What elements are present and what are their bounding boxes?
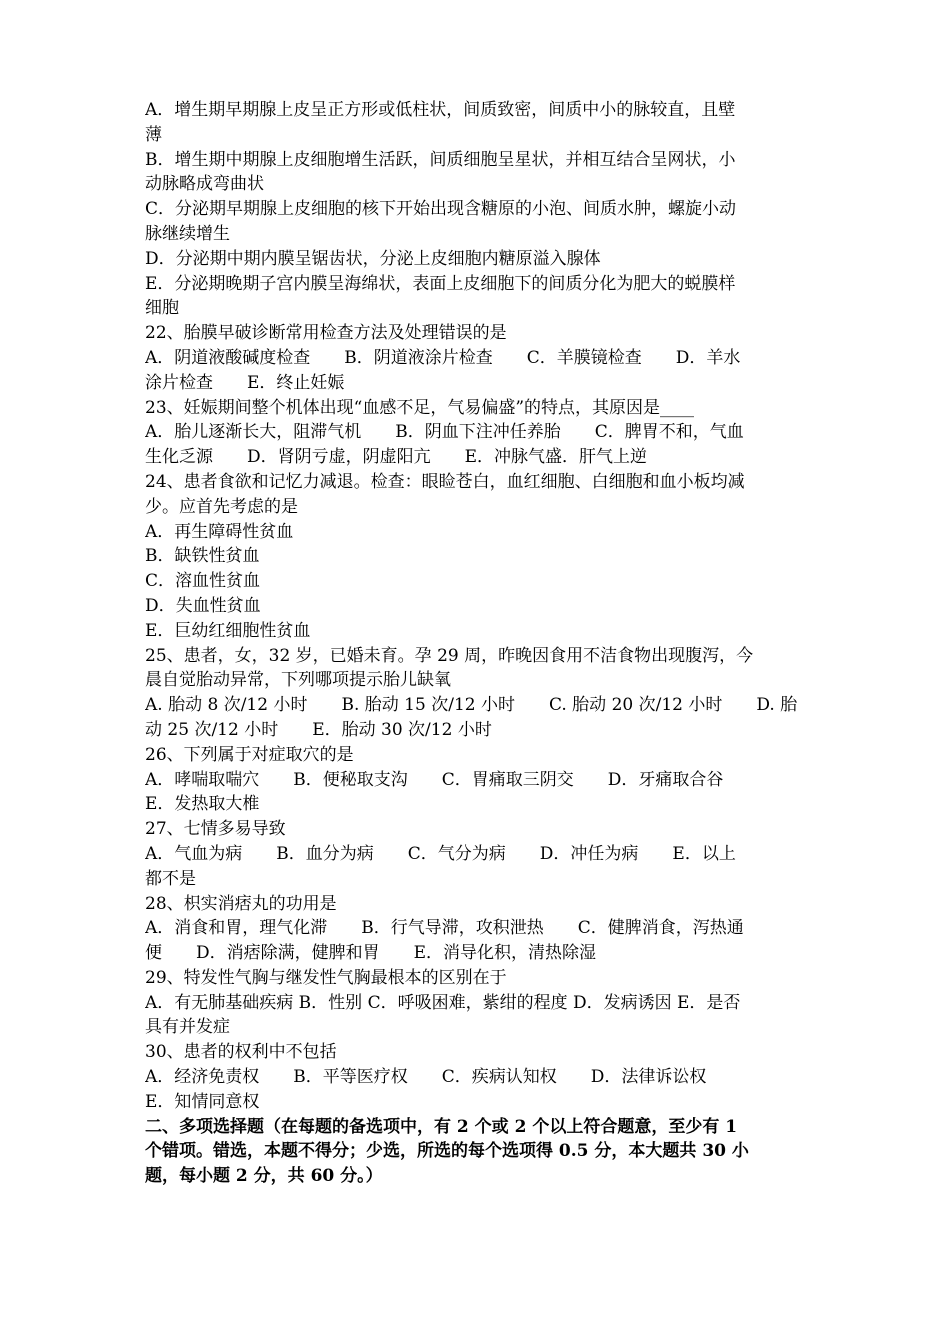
text-line: 生化乏源 D．肾阴亏虚，阴虚阳亢 E．冲脉气盛．肝气上逆 xyxy=(145,447,648,468)
text-line: 28、枳实消痞丸的功用是 xyxy=(145,893,337,914)
section-heading-line: 个错项。错选，本题不得分；少选，所选的每个选项得 0.5 分，本大题共 30 小 xyxy=(145,1141,749,1162)
text-line: 脉继续增生 xyxy=(145,223,230,244)
text-line: A. 胎动 8 次/12 小时 B. 胎动 15 次/12 小时 C. 胎动 20 次/12 小时 D. 胎 xyxy=(145,695,798,716)
text-line: A．有无肺基础疾病 B．性别 C．呼吸困难，紫绀的程度 D．发病诱因 E．是否 xyxy=(145,992,741,1013)
text-line: 晨自觉胎动异常，下列哪项提示胎儿缺氧 xyxy=(145,670,451,691)
text-line: 22、胎膜早破诊断常用检查方法及处理错误的是 xyxy=(145,323,507,344)
section-heading-line: 题，每小题 2 分，共 60 分。） xyxy=(145,1166,383,1187)
text-line: 动脉略成弯曲状 xyxy=(145,174,264,195)
text-line: A．再生障碍性贫血 xyxy=(145,521,294,542)
text-line: E．分泌期晚期子宫内膜呈海绵状，表面上皮细胞下的间质分化为肥大的蜕膜样 xyxy=(145,273,736,294)
text-line: A．气血为病 B．血分为病 C．气分为病 D．冲任为病 E．以上 xyxy=(145,843,736,864)
text-line: 少。应首先考虑的是 xyxy=(145,496,298,517)
text-line: 动 25 次/12 小时 E．胎动 30 次/12 小时 xyxy=(145,719,492,740)
text-line: A．增生期早期腺上皮呈正方形或低柱状，间质致密，间质中小的脉较直，且壁 xyxy=(145,100,736,120)
text-line: 23、妊娠期间整个机体出现“血感不足，气易偏盛”的特点，其原因是____ xyxy=(145,397,695,418)
text-line: A．哮喘取喘穴 B．便秘取支沟 C．胃痛取三阴交 D．牙痛取合谷 xyxy=(145,769,724,790)
text-line: 细胞 xyxy=(145,298,179,319)
text-line: A．经济免责权 B．平等医疗权 C．疾病认知权 D．法律诉讼权 xyxy=(145,1067,707,1088)
text-line: 具有并发症 xyxy=(145,1017,230,1038)
text-line: A．阴道液酸碱度检查 B．阴道液涂片检查 C．羊膜镜检查 D．羊水 xyxy=(145,347,741,368)
text-line: C．溶血性贫血 xyxy=(145,571,261,592)
text-line: 24、患者食欲和记忆力减退。检查：眼睑苍白，血红细胞、白细胞和血小板均减 xyxy=(145,471,745,492)
text-line: B．缺铁性贫血 xyxy=(145,546,260,567)
text-line: 27、七情多易导致 xyxy=(145,819,286,840)
text-line: 26、下列属于对症取穴的是 xyxy=(145,744,354,765)
text-line: 25、患者，女，32 岁，已婚未育。孕 29 周，昨晚因食用不洁食物出现腹泻，今 xyxy=(145,645,754,666)
text-line: A．消食和胃，理气化滞 B．行气导滞，攻积泄热 C．健脾消食，泻热通 xyxy=(145,918,744,939)
text-line: D．分泌期中期内膜呈锯齿状，分泌上皮细胞内糖原溢入腺体 xyxy=(145,248,601,269)
text-line: 薄 xyxy=(145,124,162,145)
text-line: 便 D．消痞除满，健脾和胃 E．消导化积，清热除湿 xyxy=(145,943,597,964)
text-line: A．胎儿逐渐长大，阻滞气机 B．阴血下注冲任养胎 C．脾胃不和，气血 xyxy=(145,422,744,443)
section-heading-line: 二、多项选择题（在每题的备选项中，有 2 个或 2 个以上符合题意，至少有 1 xyxy=(145,1116,738,1137)
text-line: 29、特发性气胸与继发性气胸最根本的区别在于 xyxy=(145,967,507,988)
text-line: E．知情同意权 xyxy=(145,1091,260,1112)
text-line: C．分泌期早期腺上皮细胞的核下开始出现含糖原的小泡、间质水肿，螺旋小动 xyxy=(145,199,737,220)
text-line: E．巨幼红细胞性贫血 xyxy=(145,620,311,641)
text-line: E．发热取大椎 xyxy=(145,794,260,815)
text-line: 涂片检查 E．终止妊娠 xyxy=(145,372,345,393)
text-line: D．失血性贫血 xyxy=(145,595,261,616)
text-line: B．增生期中期腺上皮细胞增生活跃，间质细胞呈星状，并相互结合呈网状，小 xyxy=(145,149,736,170)
text-line: 30、患者的权利中不包括 xyxy=(145,1042,337,1063)
text-line: 都不是 xyxy=(145,868,196,889)
